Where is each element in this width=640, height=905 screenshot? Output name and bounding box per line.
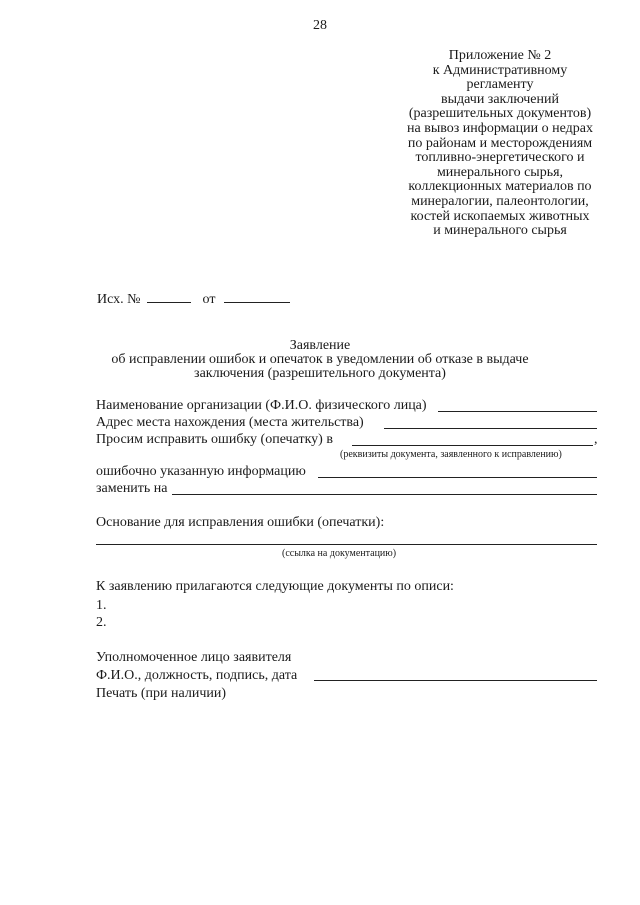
page-edge xyxy=(634,0,640,905)
appendix-line: (разрешительных документов) xyxy=(408,106,592,122)
attachments-label: К заявлению прилагаются следующие документы по описи: xyxy=(96,579,454,594)
wrong-info-input-line[interactable] xyxy=(318,477,597,478)
org-input-line[interactable] xyxy=(438,411,597,412)
replace-input-line[interactable] xyxy=(172,494,597,495)
authorized-person-label: Уполномоченное лицо заявителя xyxy=(96,650,292,665)
signature-input-line[interactable] xyxy=(314,680,597,681)
document-details-hint: (реквизиты документа, заявленного к исправлению) xyxy=(340,449,562,460)
request-comma: , xyxy=(594,432,598,447)
appendix-line: регламенту xyxy=(466,77,534,93)
appendix-line: к Административному xyxy=(432,62,568,78)
seal-label: Печать (при наличии) xyxy=(96,686,227,701)
attachment-item: 1. xyxy=(96,598,107,613)
appendix-line: и минерального сырья xyxy=(433,223,567,239)
appendix-block xyxy=(384,49,616,239)
outgoing-number-label: Исх. № xyxy=(97,292,141,307)
appendix-line: по районам и месторождениям xyxy=(407,135,593,151)
appendix-line: выдачи заключений xyxy=(440,91,559,107)
appendix-line: топливно-энергетического и xyxy=(415,150,585,166)
address-input-line[interactable] xyxy=(384,428,597,429)
page-number: 28 xyxy=(313,18,327,33)
title-line: об исправлении ошибок и опечаток в уведомлении об отказе в выдаче xyxy=(111,352,529,367)
title-line: Заявление xyxy=(289,338,351,353)
request-label: Просим исправить ошибку (опечатку) в xyxy=(96,432,333,447)
appendix-line: Приложение № 2 xyxy=(448,48,552,63)
outgoing-ref-line xyxy=(97,290,290,308)
replace-label: заменить на xyxy=(96,481,168,496)
org-label: Наименование организации (Ф.И.О. физического лица) xyxy=(96,398,427,413)
title-line: заключения (разрешительного документа) xyxy=(194,366,446,381)
basis-hint: (ссылка на документацию) xyxy=(282,548,397,559)
wrong-info-label: ошибочно указанную информацию xyxy=(96,464,306,479)
fio-signature-label: Ф.И.О., должность, подпись, дата xyxy=(96,668,298,683)
date-blank[interactable] xyxy=(224,290,290,303)
document-details-input-line[interactable] xyxy=(352,445,593,446)
appendix-line: костей ископаемых животных xyxy=(410,208,590,224)
from-label: от xyxy=(202,292,216,307)
appendix-line: минералогии, палеонтологии, xyxy=(411,193,589,209)
basis-label: Основание для исправления ошибки (опечатки): xyxy=(96,515,385,530)
appendix-line: коллекционных материалов по xyxy=(408,179,592,195)
outgoing-number-blank[interactable] xyxy=(147,290,191,303)
attachment-item: 2. xyxy=(96,615,107,630)
address-label: Адрес места нахождения (места жительства) xyxy=(96,415,364,430)
basis-input-line[interactable] xyxy=(96,544,597,545)
appendix-line: минерального сырья, xyxy=(436,164,564,180)
appendix-line: на вывоз информации о недрах xyxy=(407,120,593,136)
